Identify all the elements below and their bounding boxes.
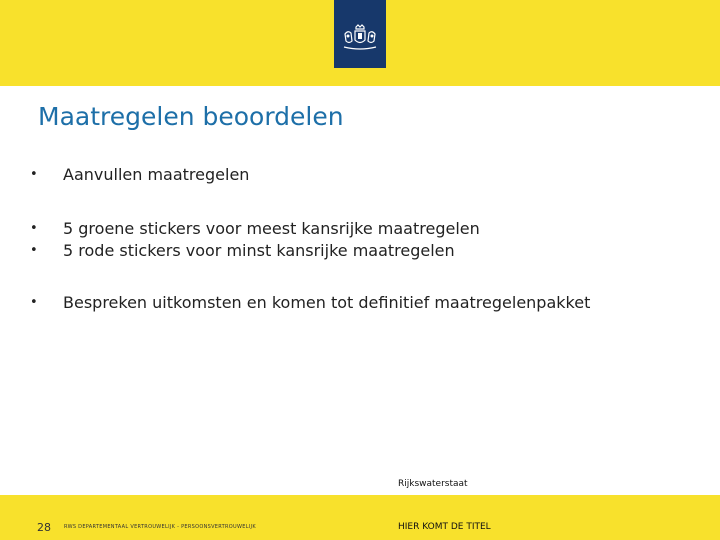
organization-name: Rijkswaterstaat [398, 479, 468, 489]
bullet-dot: • [30, 167, 38, 182]
bullet-text: Aanvullen maatregelen [63, 165, 250, 184]
bullet-text: 5 groene stickers voor meest kansrijke maatregelen [63, 219, 480, 238]
bullet-dot: • [30, 295, 38, 310]
slide-title: Maatregelen beoordelen [38, 102, 344, 131]
bullet-text: 5 rode stickers voor minst kansrijke maatregelen [63, 241, 455, 260]
bullet-text: Bespreken uitkomsten en komen tot definitief maatregelenpakket [63, 293, 591, 312]
logo-bar [334, 0, 386, 68]
footer-band [0, 495, 720, 540]
footer-title: HIER KOMT DE TITEL [398, 522, 491, 532]
bullet-dot: • [30, 243, 38, 258]
coat-of-arms-icon [342, 24, 378, 52]
classification-label: RWS DEPARTEMENTAAL VERTROUWELIJK - PERSOONSVERTROUWELIJK [64, 524, 256, 530]
page-number: 28 [37, 521, 51, 534]
bullet-dot: • [30, 221, 38, 236]
